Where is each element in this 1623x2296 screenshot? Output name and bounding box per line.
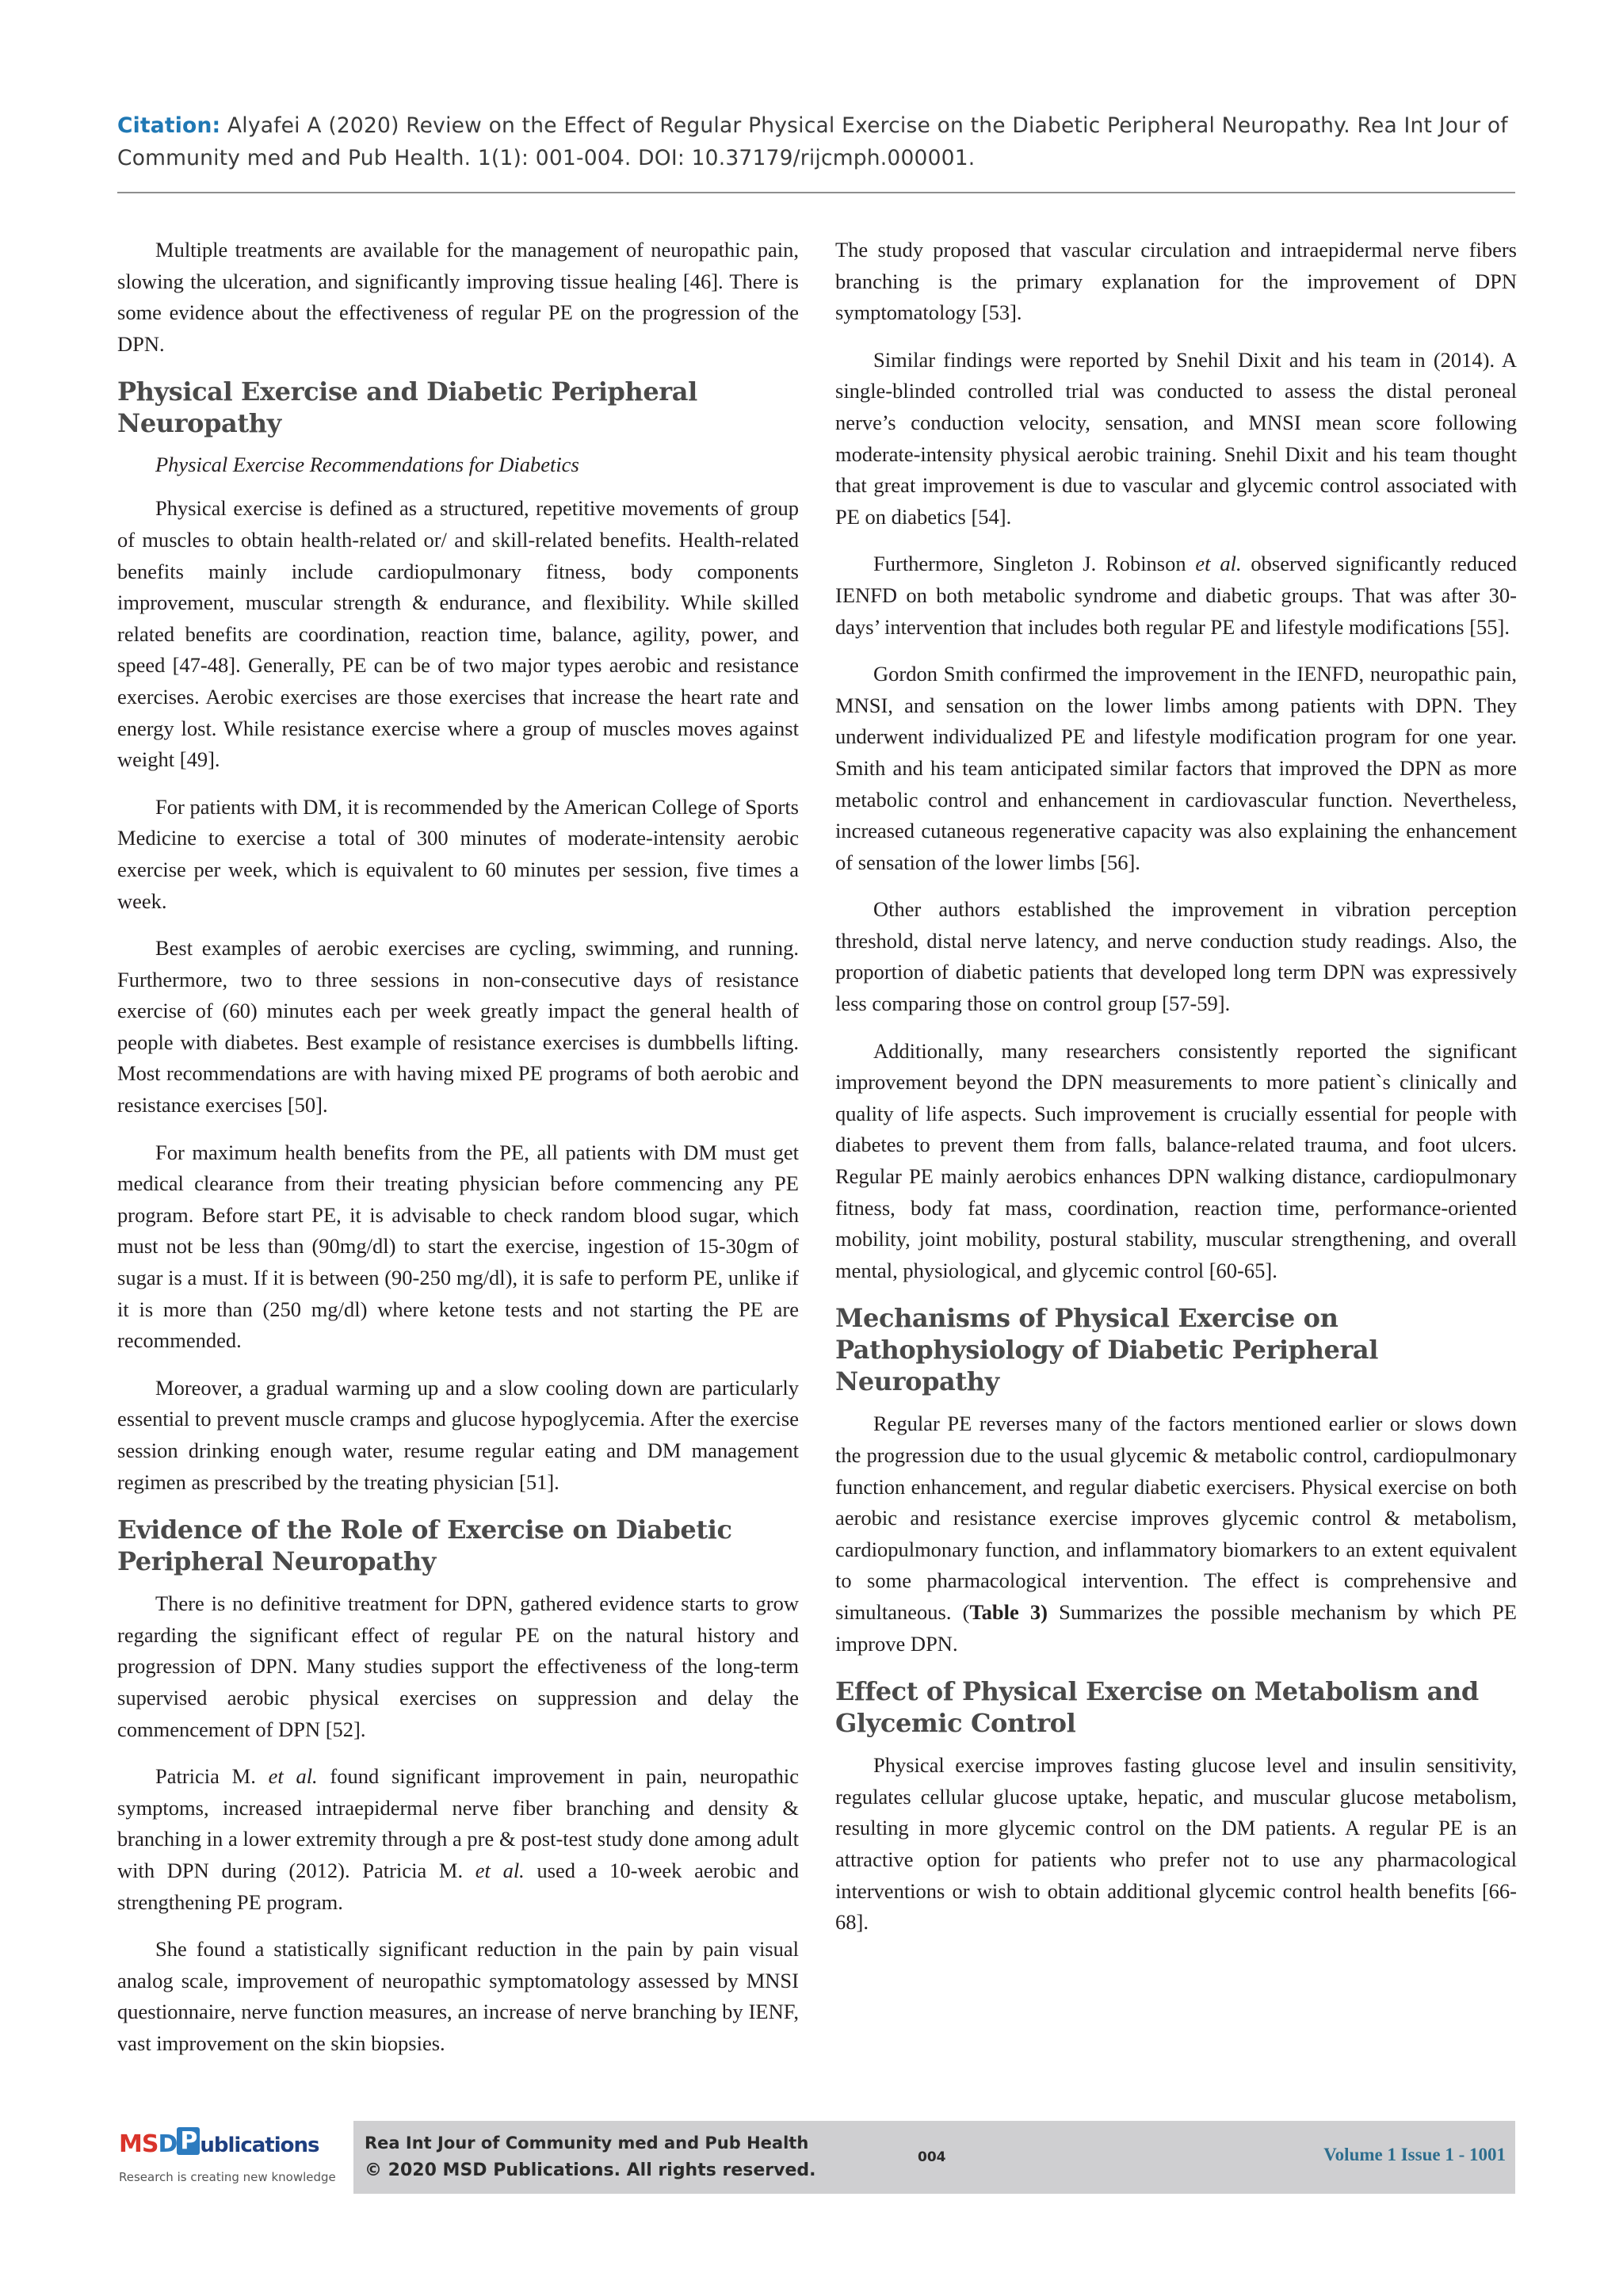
table-reference: Table 3) — [969, 1599, 1048, 1624]
text-run: found significant improvement in pain, neuropathic symptoms, increased intraepidermal nerve fiber branching and density & branching in a lower extremity through a pre & post-test study done among adult with DPN during (2012). Patricia M. — [117, 1764, 799, 1882]
paragraph: There is no definitive treatment for DPN, gathered evidence starts to grow regarding the significant effect of regular PE on the natural history and progression of DPN. Many studies support the effectiveness of the long-term supervised aerobic physical exercises on suppression and delay the commencement of DPN [52]. — [117, 1591, 799, 1741]
paragraph: Moreover, a gradual warming up and a slow cooling down are particularly essential to prevent muscle cramps and glucose hypoglycemia. After the exercise session drinking enough water, resume regular eating and DM management regimen as prescribed by the treating physician [51]. — [117, 1375, 799, 1494]
volume-issue: Volume 1 Issue 1 - 1001 — [1323, 2145, 1506, 2164]
page-number: 004 — [918, 2149, 946, 2165]
left-column — [117, 235, 799, 2076]
citation-text: Alyafei A (2020) Review on the Effect of Regular Physical Exercise on the Diabetic Peripheral Neuropathy. Rea Int Jour of Community med and Pub Health. 1(1): 001-004. DOI: 10.37179/rijcmph.000001. — [117, 113, 1508, 170]
text-run: observed significantly reduced IENFD on both metabolic syndrome and diabetic groups. That was after 30- days’ intervention that includes both regular PE and lifestyle modifications [55]. — [835, 552, 1517, 639]
text-run: Patricia M. — [155, 1764, 269, 1789]
citation-header — [117, 109, 1514, 174]
paragraph: Physical exercise is defined as a structured, repetitive movements of group of muscles to obtain health-related or/ and skill-related benefits. Health-related benefits mainly include cardiopulmonary fitness, body components improvement, muscular strength & endurance, and flexibility. While skilled related benefits are coordination, reaction time, balance, agility, power, and speed [47-48]. Generally, PE can be of two major types aerobic and resistance exercises. Aerobic exercises are those exercises that increase the heart rate and energy lost. While resistance exercise where a group of muscles moves against weight [49]. — [117, 496, 799, 772]
header-divider — [117, 192, 1515, 193]
paragraph: Additionally, many researchers consistently reported the significant improvement beyond the DPN measurements to more patient`s clinically and quality of life aspects. Such improvement is crucially essential for people with diabetes to prevent them from falls, balance-related trauma, and foot ulcers. Regular PE mainly aerobics enhances DPN walking distance, cardiopulmonary fitness, body fat mass, coordination, reaction time, performance-oriented mobility, joint mobility, postural stability, muscular strengthening, and overall mental, physiological, and glycemic control [60-65]. — [835, 1038, 1517, 1282]
paragraph: Best examples of aerobic exercises are cycling, swimming, and running. Furthermore, two to three sessions in non-consecutive days of resistance exercise of (60) minutes each per week greatly impact the general health of people with diabetes. Best example of resistance exercises is dumbbells lifting. Most recommendations are with having mixed PE programs of both aerobic and resistance exercises [50]. — [117, 936, 799, 1117]
paragraph: For maximum health benefits from the PE, all patients with DM must get medical clearance from their treating physician before commencing any PE program. Before start PE, it is advisable to check random blood sugar, which must not be less than (90mg/dl) to start the exercise, ingestion of 15-30gm of sugar is a must. If it is between (90-250 mg/dl), it is safe to perform PE, unlike if it is more than (250 mg/dl) where ketone tests and not starting the PE are recommended. — [117, 1140, 799, 1353]
paragraph: The study proposed that vascular circulation and intraepidermal nerve fibers branching is the primary explanation for the improvement of DPN symptomatology [53]. — [835, 238, 1517, 325]
logo-tagline: Research is creating new knowledge — [119, 2170, 336, 2184]
paragraph — [117, 1761, 799, 1918]
text-run: Summarizes the possible mechanism by which PE improve DPN. — [835, 1599, 1517, 1656]
section-heading-metabolism: Effect of Physical Exercise on Metabolism and Glycemic Control — [835, 1676, 1479, 1739]
page-footer — [117, 2121, 1515, 2194]
footer-bar — [353, 2121, 1515, 2194]
section-heading-evidence: Evidence of the Role of Exercise on Diabetic Peripheral Neuropathy — [117, 1515, 732, 1577]
italic-et-al: et al. — [475, 1858, 525, 1882]
text-run: used a 10-week aerobic and strengthening PE program. — [117, 1858, 799, 1914]
paragraph: Physical exercise improves fasting glucose level and insulin sensitivity, regulates cellular glucose uptake, hepatic, and muscular glucose metabolism, resulting in more glycemic control on the DM patients. A regular PE is an attractive option for patients who prefer not to use any pharmacological interventions or wish to obtain additional glycemic control health benefits [66-68]. — [835, 1753, 1517, 1935]
logo-rest: ublications — [200, 2134, 319, 2157]
logo-wordmark — [119, 2127, 319, 2158]
publisher-logo — [117, 2121, 347, 2194]
subsection-heading-recommendations: Physical Exercise Recommendations for Diabetics — [155, 453, 579, 477]
right-column — [835, 235, 1517, 1954]
paragraph — [835, 1408, 1517, 1660]
section-heading-pe-dpn: Physical Exercise and Diabetic Peripheral Neuropathy — [117, 376, 697, 439]
paragraph: For patients with DM, it is recommended by the American College of Sports Medicine to exercise a total of 300 minutes of moderate-intensity aerobic exercise per week, which is equivalent to 60 minutes per session, five times a week. — [117, 794, 799, 913]
logo-ms: MS — [119, 2130, 158, 2158]
copyright: © 2020 MSD Publications. All rights reserved. — [365, 2160, 816, 2180]
paragraph: Other authors established the improvement in vibration perception threshold, distal nerve latency, and nerve conduction study readings. Also, the proportion of diabetic patients that developed long term DPN was expressively less comparing those on control group [57-59]. — [835, 897, 1517, 1016]
journal-name: Rea Int Jour of Community med and Pub Health — [365, 2134, 809, 2153]
text-run: Regular PE reverses many of the factors mentioned earlier or slows down the progression due to the usual glycemic & metabolic control, cardiopulmonary function enhancement, and regular diabetic exercisers. Physical exercise on both aerobic and resistance exercise improves glycemic control & metabolism, cardiopulmonary function, and inflammatory biomarkers to an extent equivalent to some pharmacological intervention. The effect is comprehensive and simultaneous. ( — [835, 1412, 1517, 1624]
section-heading-mechanisms: Mechanisms of Physical Exercise on Pathophysiology of Diabetic Peripheral Neuropathy — [835, 1303, 1379, 1397]
paragraph: Multiple treatments are available for the management of neuropathic pain, slowing the ulceration, and significantly improving tissue healing [46]. There is some evidence about the effectiveness of regular PE on the progression of the DPN. — [117, 238, 799, 356]
paragraph: Similar findings were reported by Snehil Dixit and his team in (2014). A single-blinded controlled trial was conducted to assess the distal peroneal nerve’s conduction velocity, sensation, and MNSI mean score following moderate-intensity physical aerobic training. Snehil Dixit and his team thought that great improvement is due to vascular and glycemic control associated with PE on diabetics [54]. — [835, 347, 1517, 529]
text-run: Furthermore, Singleton J. Robinson — [873, 552, 1196, 576]
paragraph — [835, 548, 1517, 643]
logo-d: D — [158, 2130, 178, 2158]
logo-p: P — [177, 2127, 200, 2155]
citation-label: Citation: — [117, 113, 221, 138]
paragraph: She found a statistically significant reduction in the pain by pain visual analog scale, improvement of neuropathic symptomatology assessed by MNSI questionnaire, nerve function measures, an increase of nerve branching by IENF, vast improvement on the skin biopsies. — [117, 1937, 799, 2055]
italic-et-al: et al. — [268, 1764, 318, 1789]
italic-et-al: et al. — [1195, 552, 1242, 576]
paragraph: Gordon Smith confirmed the improvement in the IENFD, neuropathic pain, MNSI, and sensation on the lower limbs among patients with DPN. They underwent individualized PE and lifestyle modification program for one year. Smith and his team anticipated similar factors that improved the DPN as more metabolic control and enhancement in cardiovascular function. Nevertheless, increased cutaneous regenerative capacity was also explaining the enhancement of sensation of the lower limbs [56]. — [835, 662, 1517, 874]
